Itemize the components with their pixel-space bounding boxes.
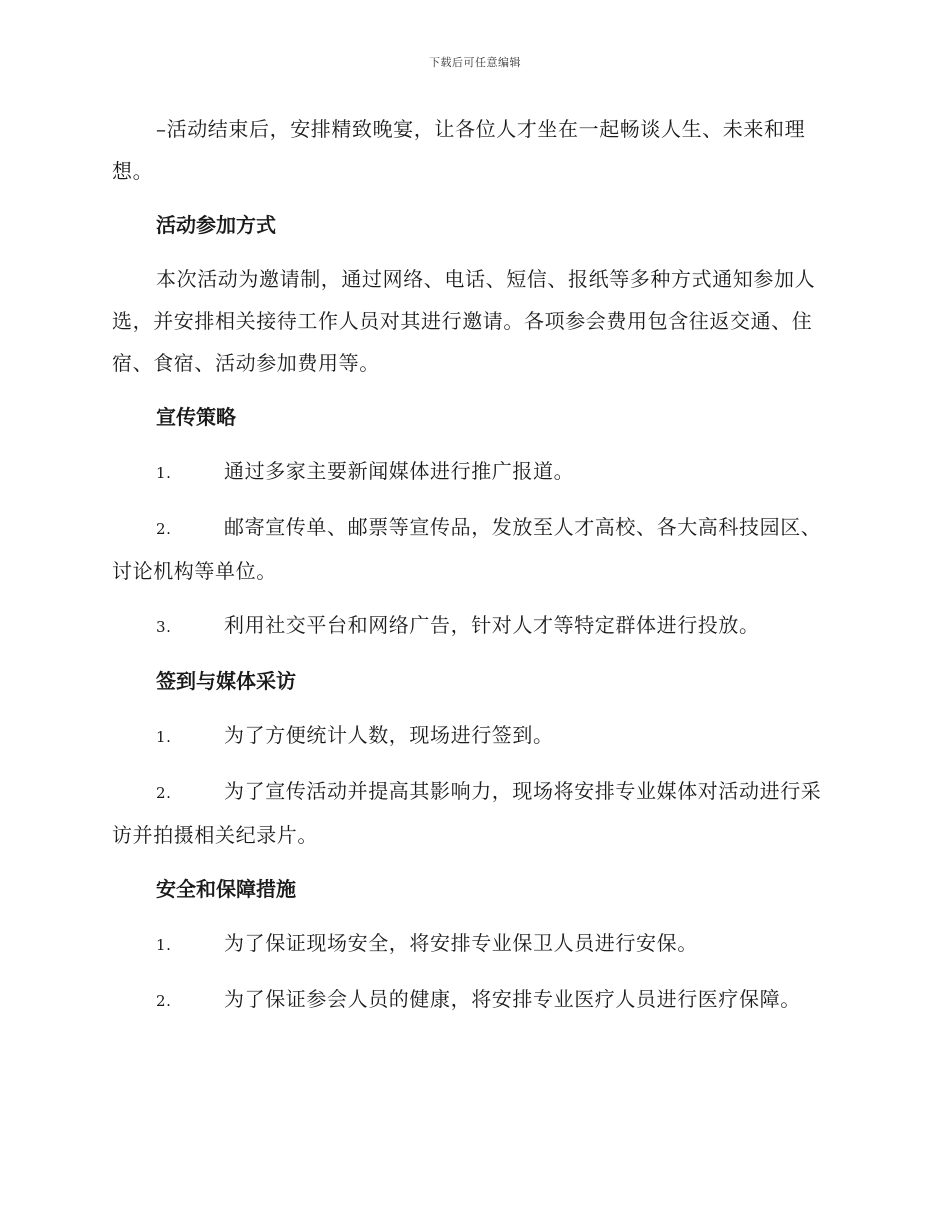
list-number: 1. [156,936,172,954]
list-number: 1. [156,728,172,746]
list-number: 2. [156,992,172,1010]
list-item [112,714,838,758]
list-number: 2. [156,520,172,538]
list-item [112,604,838,648]
list-number: 2. [156,784,172,802]
list-text: 通过多家主要新闻媒体进行推广报道。 [224,459,575,483]
list-item [112,978,838,1022]
list-text: 利用社交平台和网络广告，针对人才等特定群体进行投放。 [224,613,760,637]
intro-paragraph: –活动结束后，安排精致晚宴，让各位人才坐在一起畅谈人生、未来和理想。 [112,117,806,183]
document-body [112,108,838,1034]
participation-paragraph: 本次活动为邀请制，通过网络、电话、短信、报纸等多种方式通知参加人选，并安排相关接待工作人员对其进行邀请。各项参会费用包含往返交通、住宿、食宿、活动参加费用等。 [112,267,816,375]
list-item [112,506,838,592]
section-heading-safety: 安全和保障措施 [156,877,296,901]
list-item [112,450,838,494]
section-heading-participation: 活动参加方式 [156,213,276,237]
list-text: 为了宣传活动并提高其影响力，现场将安排专业媒体对活动进行采访并拍摄相关纪录片。 [112,779,822,847]
list-text: 为了保证现场安全，将安排专业保卫人员进行安保。 [224,931,698,955]
header-note: 下载后可任意编辑 [429,56,521,69]
list-item [112,770,838,856]
list-item [112,922,838,966]
list-text: 为了方便统计人数，现场进行签到。 [224,723,554,747]
list-number: 1. [156,464,172,482]
list-number: 3. [156,618,172,636]
list-text: 为了保证参会人员的健康，将安排专业医疗人员进行医疗保障。 [224,987,801,1011]
list-text: 邮寄宣传单、邮票等宣传品，发放至人才高校、各大高科技园区、讨论机构等单位。 [112,515,822,583]
section-heading-promotion: 宣传策略 [156,405,236,429]
section-heading-signin-media: 签到与媒体采访 [156,669,296,693]
